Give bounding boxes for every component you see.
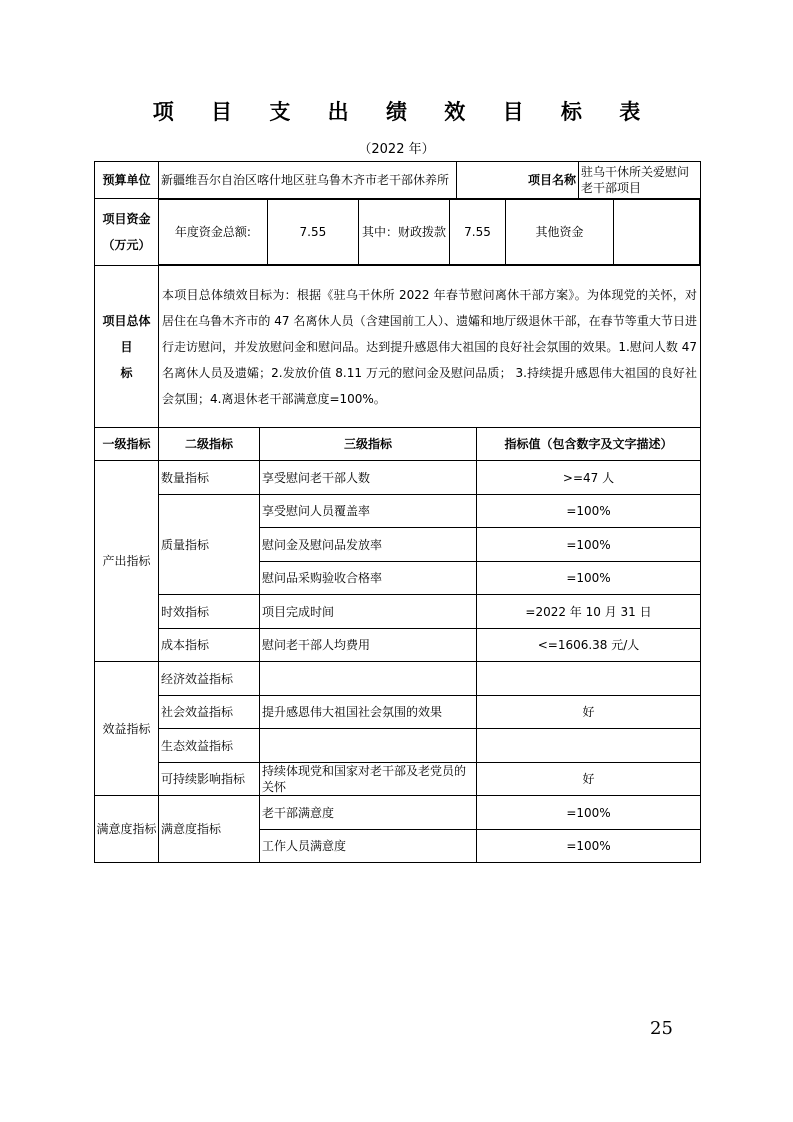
overall-goal-text: 本项目总体绩效目标为：根据《驻乌干休所 2022 年春节慰问离休干部方案》。为体现党的关怀，对居住在乌鲁木齐市的 47 名离休人员（含建国前工人）、遗孀和地厅级退休干部，在春节等重大节日进行走访慰问，并发放慰问金和慰问品。达到提升感恩伟大祖国的良好社会氛围的效果。1.慰问人数 47 名离休人员及遗孀；2.发放价值 8.11 万元的慰问金及慰问品质； 3.持续提升感恩伟大祖国的良好社会氛围；4.离退休老干部满意度=100%。 [159,266,701,428]
funds-other-label: 其他资金 [505,200,613,265]
table-row [95,729,701,763]
document-year: （2022 年） [358,142,435,157]
indicator-value: =2022 年 10 月 31 日 [477,595,701,629]
funds-label-line1: 项目资金 [102,212,151,226]
quantity-indicator-label: 数量指标 [159,461,260,495]
funds-subtable [159,199,700,265]
indicator-value: <=1606.38 元/人 [477,629,701,662]
output-indicator-label: 产出指标 [95,461,159,662]
project-name-value: 驻乌干休所关爱慰问老干部项目 [579,162,701,199]
overall-goal-label-line2: 标 [120,365,133,380]
header-row [95,162,701,199]
indicator-value: =100% [477,562,701,595]
indicator-value: 好 [477,696,701,729]
benefit-indicator-label: 效益指标 [95,662,159,796]
indicator-value: 好 [477,763,701,796]
table-row [95,495,701,528]
indicator-value [477,662,701,696]
project-name-label: 项目名称 [457,162,579,199]
overall-goal-label-line1: 项目总体目 [102,313,151,354]
economic-benefit-label: 经济效益指标 [159,662,260,696]
indicator-value: =100% [477,796,701,830]
ecological-benefit-label: 生态效益指标 [159,729,260,763]
funds-row [95,199,701,266]
timeliness-indicator-label: 时效指标 [159,595,260,629]
indicator-name: 享受慰问人员覆盖率 [260,495,477,528]
table-row [95,461,701,495]
indicator-name: 工作人员满意度 [260,830,477,863]
table-row [95,696,701,729]
funds-total-value: 7.55 [267,200,358,265]
indicator-name: 享受慰问老干部人数 [260,461,477,495]
page-number: 25 [650,1018,673,1039]
indicator-name: 持续体现党和国家对老干部及老党员的关怀 [260,763,477,796]
performance-target-table [94,161,701,863]
table-row [95,763,701,796]
col-header-level3: 三级指标 [260,428,477,461]
cost-indicator-label: 成本指标 [159,629,260,662]
overall-goal-row [95,266,701,428]
indicator-name: 慰问品采购验收合格率 [260,562,477,595]
col-header-level2: 二级指标 [159,428,260,461]
indicator-value: =100% [477,528,701,562]
sustainable-impact-label: 可持续影响指标 [159,763,260,796]
funds-fiscal-value: 7.55 [450,200,506,265]
col-header-level1: 一级指标 [95,428,159,461]
indicator-name: 老干部满意度 [260,796,477,830]
document-title: 项 目 支 出 绩 效 目 标 表 [152,100,656,124]
budget-unit-value: 新疆维吾尔自治区喀什地区驻乌鲁木齐市老干部休养所 [159,162,457,199]
budget-unit-label: 预算单位 [95,162,159,199]
satisfaction-indicator-label: 满意度指标 [95,796,159,863]
indicator-name: 项目完成时间 [260,595,477,629]
table-row [95,595,701,629]
table-row [95,629,701,662]
indicator-name: 慰问金及慰问品发放率 [260,528,477,562]
funds-total-label: 年度资金总额: [159,200,267,265]
quality-indicator-label: 质量指标 [159,495,260,595]
indicator-value: >=47 人 [477,461,701,495]
table-row [95,796,701,830]
indicator-name: 提升感恩伟大祖国社会氛围的效果 [260,696,477,729]
indicator-name: 慰问老干部人均费用 [260,629,477,662]
satisfaction-sub-label: 满意度指标 [159,796,260,863]
indicator-value [477,729,701,763]
funds-label-line2: （万元） [102,238,151,252]
indicator-value: =100% [477,830,701,863]
col-header-value: 指标值（包含数字及文字描述） [477,428,701,461]
indicator-name [260,729,477,763]
indicator-name [260,662,477,696]
indicator-value: =100% [477,495,701,528]
funds-cells [159,199,701,266]
overall-goal-label [95,266,159,428]
funds-fiscal-label: 其中：财政拨款 [358,200,449,265]
column-header-row [95,428,701,461]
funds-label [95,199,159,266]
funds-other-value [614,200,700,265]
social-benefit-label: 社会效益指标 [159,696,260,729]
table-row [95,662,701,696]
